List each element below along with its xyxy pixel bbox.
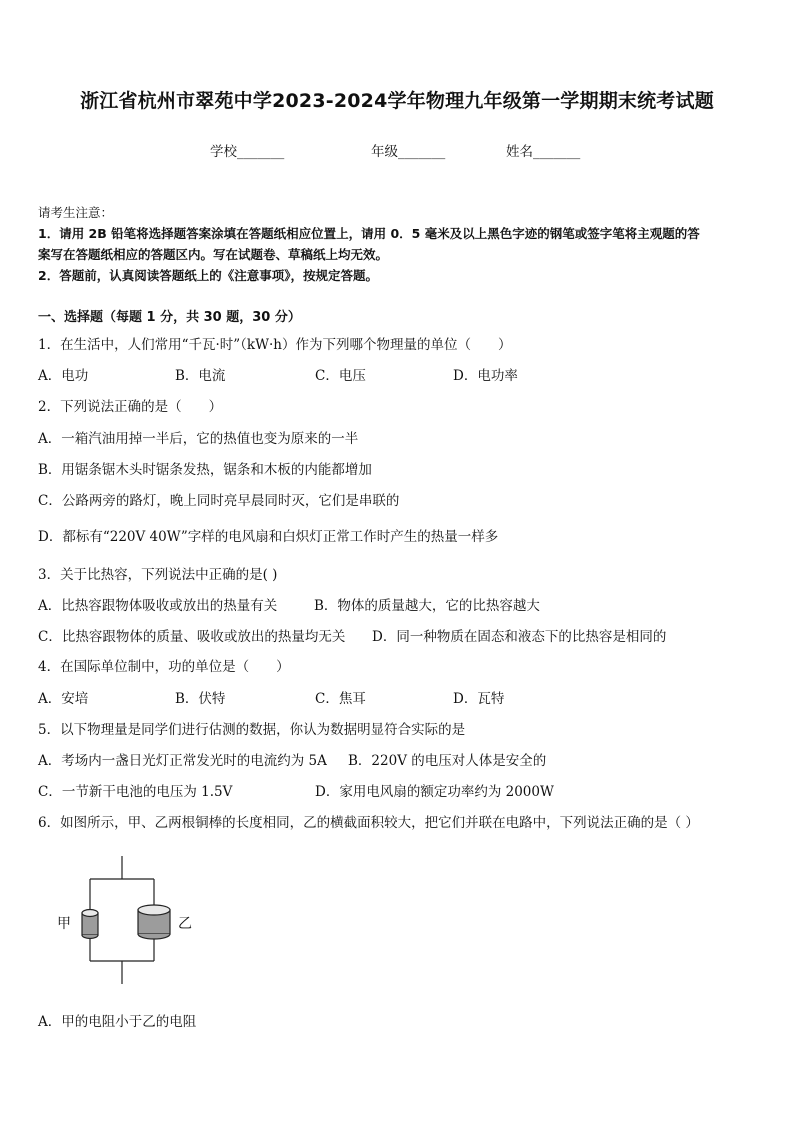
question-5-option-a: A．考场内一盏日光灯正常发光时的电流约为 5A [38,753,327,769]
question-3-option-c: C．比热容跟物体的质量、吸收或放出的热量均无关 [38,629,346,645]
label-yi: 乙 [178,916,192,932]
question-1-option-a: A．电功 [38,368,89,384]
notice-line-1b: 案写在答题纸相应的答题区内。写在试题卷、草稿纸上均无效。 [38,247,389,262]
notice-heading: 请考生注意： [38,205,114,220]
question-1-option-b: B．电流 [175,368,226,384]
notice-line-2: 2．答题前，认真阅读答题纸上的《注意事项》，按规定答题。 [38,268,378,283]
question-2-stem: 2．下列说法正确的是（ ） [38,399,223,415]
question-2-option-a: A．一箱汽油用掉一半后，它的热值也变为原来的一半 [38,431,359,447]
question-1-option-d: D．电功率 [453,368,518,384]
question-3-stem: 3．关于比热容，下列说法中正确的是( ) [38,567,278,583]
label-jia: 甲 [57,916,71,932]
question-3-option-b: B．物体的质量越大，它的比热容越大 [314,598,540,614]
school-field: 学校_______ [210,144,285,160]
question-4-option-c: C．焦耳 [315,691,366,707]
question-2-option-d: D．都标有“220V 40W”字样的电风扇和白炽灯正常工作时产生的热量一样多 [38,529,499,545]
question-4-stem: 4．在国际单位制中，功的单位是（ ） [38,659,290,675]
copper-rod-yi [138,905,170,939]
section-heading: 一、选择题（每题 1 分，共 30 题，30 分） [38,310,301,325]
question-1-option-c: C．电压 [315,368,366,384]
copper-rod-jia [82,910,98,939]
notice-line-1a: 1．请用 2B 铅笔将选择题答案涂填在答题纸相应位置上，请用 0．5 毫米及以上黑色字迹的钢笔或签字笔将主观题的答 [38,226,700,241]
question-5-stem: 5．以下物理量是同学们进行估测的数据，你认为数据明显符合实际的是 [38,722,466,738]
question-2-option-b: B．用锯条锯木头时锯条发热，锯条和木板的内能都增加 [38,462,372,478]
question-5-option-b: B．220V 的电压对人体是安全的 [348,753,547,769]
question-3-option-a: A．比热容跟物体吸收或放出的热量有关 [38,598,278,614]
page-title: 浙江省杭州市翠苑中学2023-2024学年物理九年级第一学期期末统考试题 [80,90,714,112]
question-6-option-a: A．甲的电阻小于乙的电阻 [38,1014,197,1030]
question-4-option-b: B．伏特 [175,691,226,707]
question-6-stem: 6．如图所示，甲、乙两根铜棒的长度相同，乙的横截面积较大，把它们并联在电路中，下列说法正确的是（ ） [38,815,699,831]
question-3-option-d: D．同一种物质在固态和液态下的比热容是相同的 [372,629,667,645]
question-2-option-c: C．公路两旁的路灯，晚上同时亮早晨同时灭，它们是串联的 [38,493,400,509]
question-1-stem: 1．在生活中，人们常用“千瓦·时”（kW·h）作为下列哪个物理量的单位（ ） [38,337,512,353]
question-5-option-d: D．家用电风扇的额定功率约为 2000W [315,784,554,800]
parallel-circuit-diagram [50,850,210,990]
question-5-option-c: C．一节新干电池的电压为 1.5V [38,784,233,800]
name-field: 姓名_______ [506,144,581,160]
grade-field: 年级_______ [371,144,446,160]
question-4-option-d: D．瓦特 [453,691,505,707]
question-4-option-a: A．安培 [38,691,89,707]
